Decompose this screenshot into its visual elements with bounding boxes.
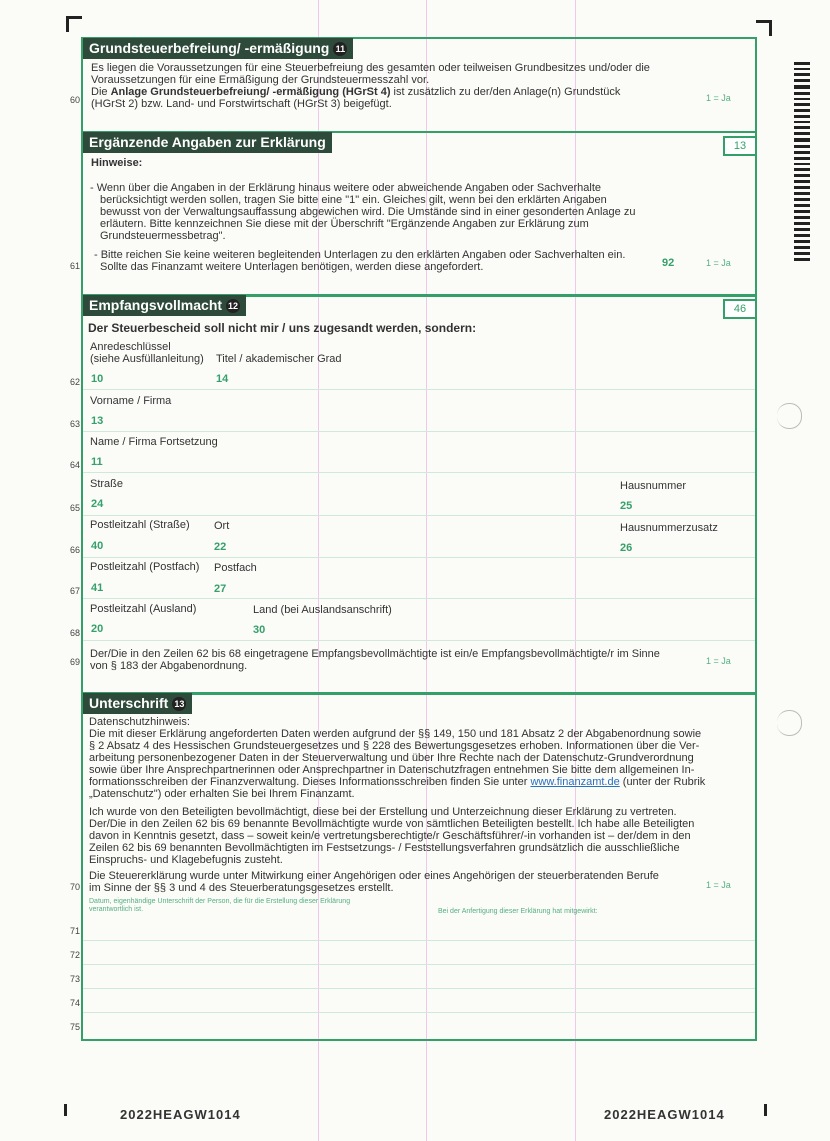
section-grundsteuer-title [83,38,353,59]
ort-label: Ort [214,520,230,532]
row-number: 70 [69,882,80,892]
text-line: „Datenschutz") oder erhalten Sie bei Ihrem Finanzamt. [89,788,355,800]
land-input[interactable] [250,621,753,638]
signature-field[interactable] [88,918,428,1034]
text-line: Ich wurde von den Beteiligten bevollmächtigt, diese bei der Erstellung und Unterzeichnung dieser Erklärung zu vertreten. [89,806,677,818]
anrede-input[interactable] [88,371,208,388]
checkbox-field[interactable] [700,876,750,894]
section-title-text: Empfangsvollmacht [89,297,223,313]
section-number-badge: 11 [333,42,347,56]
field-line [83,557,755,558]
label-line: Anredeschlüssel [90,341,171,353]
name-label: Name / Firma Fortsetzung [90,436,218,448]
text-line [89,776,729,788]
field-line [83,472,755,473]
plz-ausland-input[interactable] [88,621,248,638]
text-line: Sollte das Finanzamt weitere Unterlagen benötigen, werden diese angefordert. [100,261,484,273]
row-number: 73 [69,974,80,984]
field-code: 27 [214,583,227,595]
land-label: Land (bei Auslandsanschrift) [253,604,392,616]
field-code: 30 [253,624,266,636]
text-line: Einspruchs- und Klagebefugnis zusteht. [89,854,283,866]
form-id-right: 2022HEAGW1014 [604,1107,725,1122]
row-number: 69 [69,657,80,667]
field-code: 14 [216,373,229,385]
strasse-label: Straße [90,478,124,490]
text-line: arbeitung personenbezogener Daten in der Steuerverwaltung und über Ihre Rechte nach der Datenschutz-Grundverordnung [89,752,694,764]
hint-line: Datum, eigenhändige Unterschrift der Person, die für die Erstellung dieser Erklärung [89,898,351,905]
text-line: sowie über Ihre Ansprechpartnerinnen oder Ansprechpartner in Datenschutzfragen entnehmen Sie bitte dem allgemeinen In- [89,764,695,776]
text-line: erläutern. Bitte kennzeichnen Sie diese mit der Überschrift "Ergänzende Angaben zur Erklärung zum [100,218,589,230]
hint-line: verantwortlich ist. [89,906,144,913]
finanzamt-link[interactable]: www.finanzamt.de [530,776,620,788]
field-line [83,988,755,989]
field-line [83,389,755,390]
text-fragment: Die [91,86,111,98]
row-number: 62 [69,377,80,387]
field-code: 22 [214,541,227,553]
text-line: - Wenn über die Angaben in der Erklärung hinaus weitere oder abweichende Angaben oder Sachverhalte [90,182,602,194]
section-ergaenzend-title: Ergänzende Angaben zur Erklärung [83,132,332,153]
text-fragment: ist zusätzlich zu der/den Anlage(n) Grundstück [390,86,621,98]
field-code: 10 [91,373,104,385]
punch-hole [777,403,802,429]
text-line: bewusst von der Verwaltungsauffassung abgewichen wird. Die Umstände sind in einer gesonderten Anlage zu [100,206,636,218]
datenschutz-text [89,716,729,800]
row-number: 68 [69,628,80,638]
ort-input[interactable] [211,538,611,555]
text-line: im Sinne der §§ 3 und 4 des Steuerberatungsgesetzes erstellt. [89,882,394,894]
text-line: Der/Die in den Zeilen 62 bis 68 eingetragene Empfangsbevollmächtigte ist ein/e Empfangsbevollmächtigte/r im Sinne [90,648,660,660]
text-line: Der/Die in den Zeilen 62 bis 69 benannte Bevollmächtigte wurde von sämtlichen Beteiligten bestellt. Ich habe alle Beteiligten [89,818,695,830]
titel-label: Titel / akademischer Grad [216,353,342,365]
section-code: 46 [723,299,757,319]
section-unterschrift-title [83,693,192,714]
hinweise-heading: Hinweise: [91,157,143,169]
field-code: 26 [620,542,633,554]
text-line: Grundsteuermessbetrag". [100,230,226,242]
field-code: 20 [91,623,104,635]
section-number-badge: 12 [228,301,239,312]
field-code: 40 [91,540,104,552]
mitgewirkt-field[interactable] [436,918,752,1034]
ja-hint: 1 = Ja [706,93,731,103]
text-line: § 2 Absatz 4 des Hessischen Grundsteuergesetzes und § 228 des Bewertungsgesetzes erhoben. Informationen über die Ver- [89,740,700,752]
name-input[interactable] [88,454,753,471]
row-number: 66 [69,545,80,555]
empfang-intro: Der Steuerbescheid soll nicht mir / uns zugesandt werden, sondern: [88,321,477,335]
plz-strasse-label: Postleitzahl (Straße) [90,519,190,531]
text-line: von § 183 der Abgabenordnung. [90,660,248,672]
hinweise-text-1 [90,182,690,242]
text-line: davon in Kenntnis gesetzt, dass – soweit kein/e vertretungsberechtigte/r Geschäftsführer/-in vorhanden ist – der/dem in den [89,830,691,842]
section-title-text: Unterschrift [89,695,169,711]
text-fragment: (unter der Rubrik [619,776,706,788]
corner-mark-top-left [66,16,69,32]
plz-ausland-label: Postleitzahl (Ausland) [90,603,197,615]
hnr-zusatz-label: Hausnummerzusatz [620,522,718,534]
row-number: 63 [69,419,80,429]
corner-mark-top-right [769,20,772,36]
row-number: 61 [69,261,80,271]
text-line: Datenschutzhinweis: [89,716,190,728]
plz-postfach-input[interactable] [88,580,208,597]
field-line [83,431,755,432]
section-code: 13 [723,136,757,156]
field-code: 92 [662,257,675,269]
text-line: Die Steuererklärung wurde unter Mitwirkung einer Angehörigen oder eines Angehörigen der steuerberatenden Berufe [89,870,659,882]
vorname-input[interactable] [88,413,753,430]
bevollmaechtigt-text [89,806,729,866]
checkbox-field[interactable] [700,254,750,272]
text-bold: Anlage Grundsteuerbefreiung/ -ermäßigung (HGrSt 4) [110,86,391,98]
checkbox-field[interactable] [700,89,750,107]
grundsteuer-text [91,62,711,110]
text-line: berücksichtigt werden sollen, tragen Sie bitte eine "1" ein. Gleiches gilt, wenn bei den erklärten Angaben [100,194,607,206]
ja-hint: 1 = Ja [706,258,731,268]
field-line [83,940,755,941]
row-number: 75 [69,1022,80,1032]
plz-postfach-label: Postleitzahl (Postfach) [90,561,200,573]
barcode [794,62,810,272]
field-line [83,515,755,516]
field-line [83,598,755,599]
field-line [83,640,755,641]
row-number: 64 [69,460,80,470]
hausnummer-input[interactable] [617,496,753,513]
text-line: (HGrSt 2) bzw. Land- und Forstwirtschaft (HGrSt 3) beigefügt. [91,98,392,110]
steuerberater-text [89,870,699,894]
checkbox-field[interactable] [700,651,750,669]
row-number: 72 [69,950,80,960]
hausnummer-label: Hausnummer [620,480,687,492]
empfang-zeile-69 [90,648,690,672]
anrede-label [90,341,204,365]
field-line [83,1012,755,1013]
punch-hole [777,710,802,736]
text-line: - Bitte reichen Sie keine weiteren begleitenden Unterlagen zu den erklärten Angaben oder Sachverhalten ein. [94,249,626,261]
section-number-badge: 13 [174,699,185,710]
row-number: 74 [69,998,80,1008]
hinweise-text-2 [94,249,674,273]
field-code: 41 [91,582,104,594]
field-code: 25 [620,500,633,512]
text-line: Die mit dieser Erklärung angeforderten Daten werden aufgrund der §§ 149, 150 und 181 Absatz 2 der Abgabenordnung sowie [89,728,702,740]
titel-input[interactable] [213,371,753,388]
vorname-label: Vorname / Firma [90,395,172,407]
field-code: 11 [91,456,103,468]
plz-strasse-input[interactable] [88,538,208,555]
text-line: Zeilen 62 bis 69 benannten Bevollmächtigten im Festsetzungs- / Feststellungsverfahren grundsätzlich die ausschließliche [89,842,680,854]
strasse-input[interactable] [88,496,613,513]
hnr-zusatz-input[interactable] [617,538,753,555]
row-number: 71 [69,926,80,936]
ja-hint: 1 = Ja [706,656,731,666]
bottom-mark-left [64,1104,67,1116]
field-code: 13 [91,415,104,427]
text-fragment: formationsschreiben der Finanzverwaltung. Dieses Informationsschreiben finden Sie unter [89,776,531,788]
postfach-input[interactable] [211,580,611,597]
ja-hint: 1 = Ja [706,880,731,890]
form-id-left: 2022HEAGW1014 [120,1107,241,1122]
row-number: 67 [69,586,80,596]
text-line: Voraussetzungen für eine Ermäßigung der Grundsteuermesszahl vor. [91,74,430,86]
postfach-label: Postfach [214,562,257,574]
row-number: 65 [69,503,80,513]
text-line [91,86,711,98]
section-title-text: Grundsteuerbefreiung/ -ermäßigung [89,40,330,56]
label-line: (siehe Ausfüllanleitung) [90,353,204,365]
field-line [83,964,755,965]
bottom-mark-right [764,1104,767,1116]
section-empfang-title [83,295,246,316]
field-code: 24 [91,498,104,510]
mitgewirkt-hint: Bei der Anfertigung dieser Erklärung hat mitgewirkt: [438,908,598,915]
text-line: Es liegen die Voraussetzungen für eine Steuerbefreiung des gesamten oder teilweisen Grundbesitzes und/oder die [91,62,650,74]
signature-hint [89,898,350,914]
row-number: 60 [69,95,80,105]
